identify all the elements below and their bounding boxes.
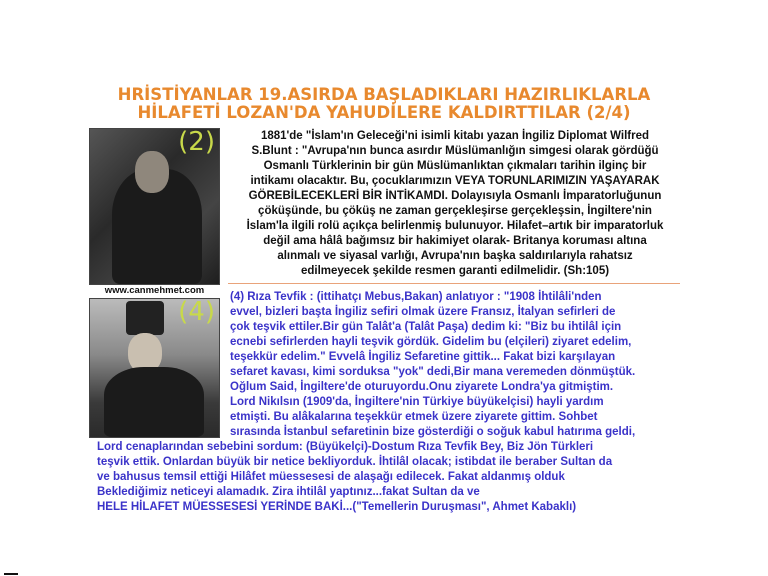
text-line-content: S.Blunt : "Avrupa'nın bunca asırdır Müslümanlığın simgesi olarak gördüğü bbox=[251, 145, 659, 157]
text-line bbox=[230, 395, 686, 410]
text-line bbox=[224, 219, 686, 234]
text-line bbox=[97, 470, 689, 485]
section-divider bbox=[228, 283, 680, 284]
text-line bbox=[224, 174, 686, 189]
text-line-content: (4) Rıza Tevfik : (ittihatçı Mebus,Bakan) anlatıyor : "1908 İhtilâli'nden bbox=[230, 291, 602, 303]
title-line-1: HRİSTİYANLAR 19.ASIRDA BAŞLADIKLARI HAZIRLIKLARLA bbox=[117, 85, 651, 104]
text-line-content: Lord Nikılsın (1909'da, İngiltere'nin Türkiye büyükelçisi) hayli yardım bbox=[230, 396, 604, 408]
text-line-content: çöküşünde, bu çöküş ne zaman gerçekleşirse gerçekleşsin, İngiltere'nin bbox=[258, 205, 652, 217]
text-line-content: teşvik ettik. Onlardan büyük bir netice bekliyorduk. İhtilâl olacak; istibdat ile beraber Sultan da bbox=[97, 456, 613, 468]
text-line-content: alınmalı ve siyasal varlığı, Avrupa'nın başka saldırılarıyla rahatsız bbox=[277, 250, 633, 262]
text-line-content: İslam'la ilgili rolü açıkça belirlenmiş bulunuyor. Hilafet–artık bir imparatorluk bbox=[246, 220, 664, 232]
text-line-content: Oğlum Said, İngiltere'de oturuyordu.Onu ziyarete Londra'ya gitmiştim. bbox=[230, 381, 614, 393]
text-line bbox=[224, 234, 686, 249]
text-line bbox=[224, 264, 686, 279]
text-line bbox=[224, 129, 686, 144]
text-line bbox=[224, 144, 686, 159]
text-line bbox=[97, 500, 689, 515]
text-line bbox=[224, 204, 686, 219]
text-line-content: teşekkür edelim." Evvelâ İngiliz Sefaretine gittik... Fakat bizi karşılayan bbox=[230, 351, 616, 363]
text-line-content: GÖREBİLECEKLERİ BİR İNTİKAMDI. Dolayısıyla Osmanlı İmparatorluğunun bbox=[248, 190, 662, 202]
text-line-content: sefaret kavası, kimi sorduksa "yok" dedi,Bir mana veremeden dönmüştük. bbox=[230, 366, 636, 378]
text-line-content: Lord cenaplarından sebebini sordum: (Büyükelçi)-Dostum Rıza Tevfik Bey, Biz Jön Türkleri bbox=[97, 441, 594, 453]
riza-tevfik-paragraph-top bbox=[230, 290, 686, 440]
title-line-2: HİLAFETİ LOZAN'DA YAHUDİLERE KALDIRTTILAR (2/4) bbox=[137, 103, 631, 122]
text-line-content: HELE HİLAFET MÜESSESESİ YERİNDE BAKİ...("Temellerin Duruşması", Ahmet Kabaklı) bbox=[97, 501, 577, 513]
text-line bbox=[230, 425, 686, 440]
text-line bbox=[97, 485, 689, 500]
text-line-content: edilmeyecek şekilde resmen garanti edilmelidir. (Sh:105) bbox=[300, 265, 610, 277]
text-line bbox=[230, 380, 686, 395]
text-line-content: evvel, bizleri başta İngiliz sefiri olmak üzere Fransız, İtalyan sefirleri de bbox=[230, 306, 616, 318]
text-line-content: etmişti. Bu alâkalarına teşekkür etmek üzere ziyarete gittim. Sohbet bbox=[230, 411, 598, 423]
text-line-content: değil ama hâlâ bağımsız bir hakimiyet olarak- Britanya koruması altına bbox=[263, 235, 647, 247]
blunt-quote-paragraph bbox=[224, 129, 686, 279]
text-line-content: sırasında İstanbul sefaretinin bize gösterdiği o soğuk kabul hatırıma geldi, bbox=[230, 426, 636, 438]
website-caption: www.canmehmet.com bbox=[104, 285, 205, 296]
photo-number-label: (2) bbox=[178, 128, 215, 157]
text-line-content: intikamı olacaktır. Bu, çocuklarımızın VEYA TORUNLARIMIZIN YAŞAYARAK bbox=[250, 175, 660, 187]
portrait-photo-wilfred-blunt bbox=[89, 128, 220, 285]
corner-dash-mark bbox=[4, 573, 18, 575]
text-line-content: Beklediğimiz neticeyi alamadık. Zira ihtilâl yaptınız...fakat Sultan da ve bbox=[97, 486, 480, 498]
text-line bbox=[224, 189, 686, 204]
text-line bbox=[224, 249, 686, 264]
text-line bbox=[230, 335, 686, 350]
photo-number-label: (4) bbox=[178, 298, 215, 327]
figure-face bbox=[135, 151, 169, 193]
text-line bbox=[230, 365, 686, 380]
top-hat-icon bbox=[126, 301, 164, 335]
portrait-photo-riza-tevfik bbox=[89, 298, 220, 438]
text-line bbox=[230, 350, 686, 365]
text-line bbox=[230, 305, 686, 320]
text-line-content: ve bahusus temsil ettiği Hilâfet müessesesi de alaşağı edilecek. Fakat aldanmış olduk bbox=[97, 471, 565, 483]
text-line-content: Osmanlı Türklerinin bir gün Müslümanlıktan çıkmaları tarihin ilginç bir bbox=[263, 160, 647, 172]
text-line bbox=[230, 410, 686, 425]
text-line bbox=[97, 455, 689, 470]
text-line-content: ecnebi sefirlerden hayli teşvik gördük. Gidelim bu (elçileri) ziyaret edelim, bbox=[230, 336, 632, 348]
text-line-content: 1881'de "İslam'ın Geleceği'ni isimli kitabı yazan İngiliz Diplomat Wilfred bbox=[260, 130, 650, 142]
text-line bbox=[224, 159, 686, 174]
riza-tevfik-paragraph-bottom bbox=[97, 440, 689, 515]
figure-silhouette bbox=[104, 367, 204, 437]
page-title bbox=[0, 86, 768, 122]
text-line bbox=[230, 320, 686, 335]
text-line bbox=[97, 440, 689, 455]
text-line bbox=[230, 290, 686, 305]
text-line-content: çok teşvik ettiler.Bir gün Talât'a (Talât Paşa) dedim ki: "Biz bu ihtilâl için bbox=[230, 321, 622, 333]
